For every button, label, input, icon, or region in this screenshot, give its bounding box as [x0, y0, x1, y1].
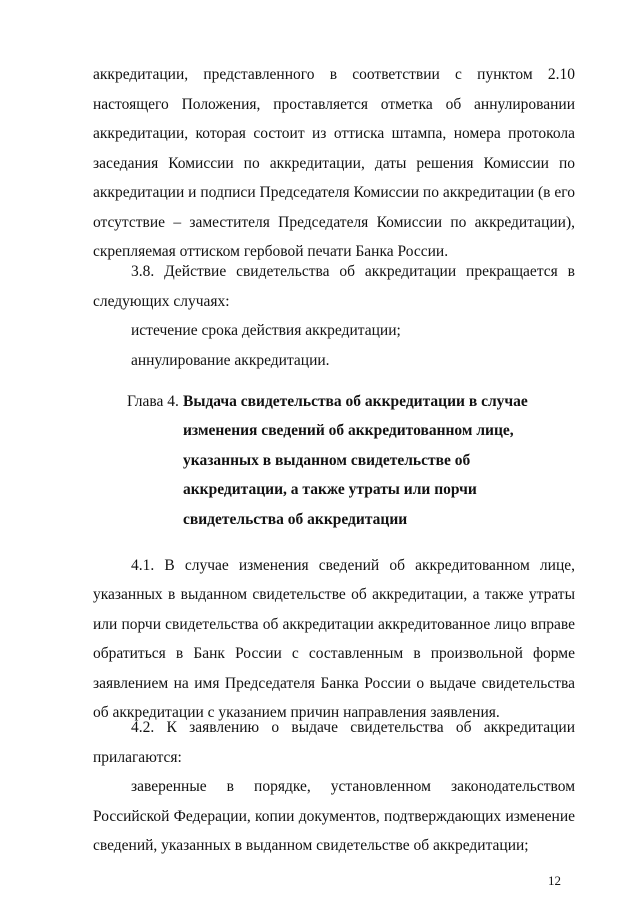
clause-4-2-item-line-1: заверенные в порядке, установленном законодательством: [131, 778, 575, 795]
clause-4-2-line-1: 4.2. К заявлению о выдаче свидетельства об аккредитации: [131, 719, 575, 736]
clause-3-8-line-1: 3.8. Действие свидетельства об аккредитации прекращается в: [131, 263, 575, 280]
chapter-prefix: Глава 4.: [127, 393, 179, 410]
clause-4-1-line-2: указанных в выданном свидетельстве об аккредитации, а также утраты: [93, 586, 575, 603]
clause-4-1-line-1: 4.1. В случае изменения сведений об аккредитованном лице,: [131, 557, 575, 574]
clause-4-1-line-3: или порчи свидетельства об аккредитации аккредитованное лицо вправе: [93, 616, 575, 633]
clause-4-1-line-5: заявлением на имя Председателя Банка России о выдаче свидетельства: [93, 675, 575, 692]
clause-4-2-item-line-3: сведений, указанных в выданном свидетельстве об аккредитации;: [93, 837, 529, 854]
page-number: 12: [548, 873, 561, 888]
clause-4-2-item-line-2: Российской Федерации, копии документов, подтверждающих изменение: [93, 808, 575, 825]
paragraph-top-line-3: аккредитации, которая состоит из оттиска штампа, номера протокола: [93, 125, 575, 142]
clause-4-1-line-6: об аккредитации с указанием причин направления заявления.: [93, 704, 500, 721]
clause-4-2-line-2: прилагаются:: [93, 749, 182, 766]
chapter-title-line-5: свидетельства об аккредитации: [183, 511, 408, 528]
paragraph-top-line-4: заседания Комиссии по аккредитации, даты решения Комиссии по: [93, 155, 575, 172]
chapter-title-line-1: Выдача свидетельства об аккредитации в случае: [183, 393, 528, 410]
clause-3-8-item-1: истечение срока действия аккредитации;: [131, 322, 401, 339]
chapter-title-line-3: указанных в выданном свидетельстве об: [183, 452, 471, 469]
paragraph-top-line-7: скрепляемая оттиском гербовой печати Банка России.: [93, 243, 449, 260]
paragraph-top-line-5: аккредитации и подписи Председателя Комиссии по аккредитации (в его: [93, 184, 575, 201]
paragraph-top-line-2: настоящего Положения, проставляется отметка об аннулировании: [93, 96, 575, 113]
clause-3-8-line-2: следующих случаях:: [93, 293, 230, 310]
paragraph-top-line-1: аккредитации, представленного в соответствии с пунктом 2.10: [93, 66, 575, 83]
clause-4-1-line-4: обратиться в Банк России с составленным в произвольной форме: [93, 645, 575, 662]
chapter-title-line-2: изменения сведений об аккредитованном лице,: [183, 422, 514, 439]
paragraph-top-line-6: отсутствие – заместителя Председателя Комиссии по аккредитации),: [93, 214, 575, 231]
chapter-title-line-4: аккредитации, а также утраты или порчи: [183, 481, 477, 498]
clause-3-8-item-2: аннулирование аккредитации.: [131, 352, 330, 369]
